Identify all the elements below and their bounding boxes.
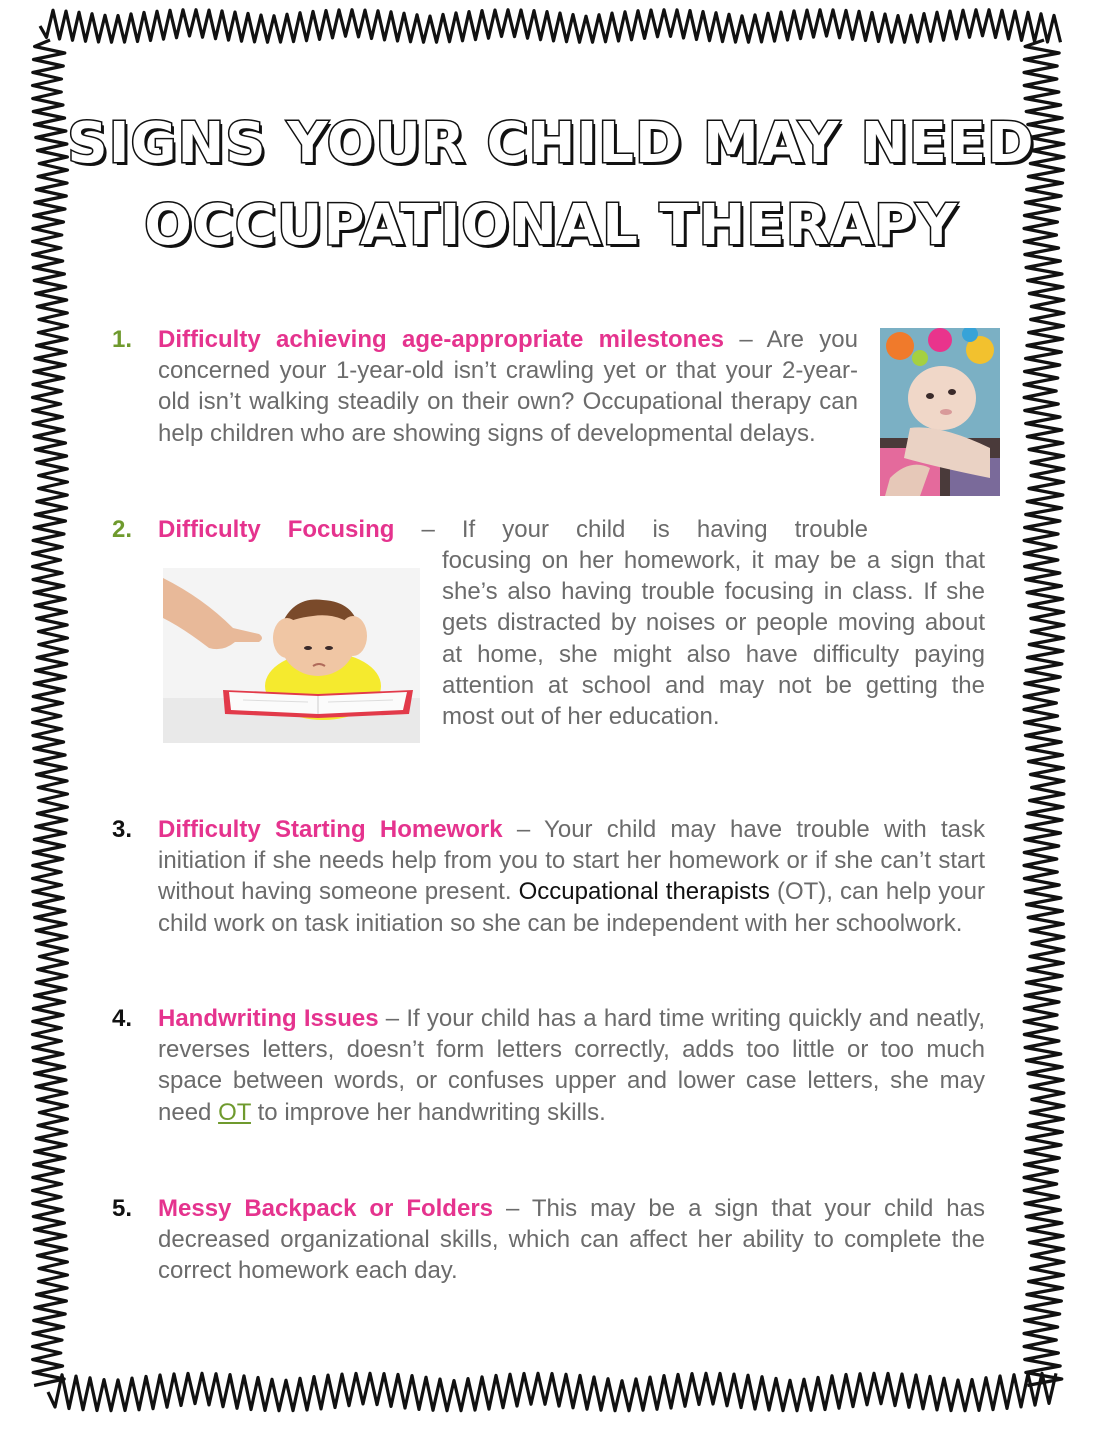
zigzag-border-top [40,10,1061,42]
item-4-body-a: – If your child has a hard time writing quickly and neatly, reverses letters, doesn’t form letters correctly, adds too little or too much space between words, or confuses upper and lower case letters, she may need [158,1005,985,1126]
frustrated-child-photo [163,568,420,743]
item-1-body: – Are you concerned your 1-year-old isn’t crawling yet or that your 2-year-old isn’t walking steadily on their own? Occupational therapy can help children who are showing signs of developmental delays. [158,326,858,447]
item-4-body-b: to improve her handwriting skills. [250,1098,606,1126]
page-title-line-2: OCCUPATIONAL THERAPY [144,193,958,258]
baby-photo [880,328,1000,496]
item-4-number: 4. [112,1005,133,1032]
item-2-body-rest: focusing on her homework, it may be a sign that she’s also having trouble focusing in class. If she gets distracted by noises or people moving about at home, she might also have difficulty paying attention at school and may not be getting the most out of her education. [442,547,985,731]
item-3-body-a: – Your child may have trouble with task initiation if she needs help from you to start her homework or if she can’t start without having someone present. [158,816,985,906]
zigzag-border-bottom [48,1373,1056,1410]
item-2-heading: Difficulty Focusing [158,516,395,543]
item-3-heading: Difficulty Starting Homework [158,816,503,843]
item-3-body-black: Occupational therapists [518,878,770,906]
page-title-line-1: SIGNS YOUR CHILD MAY NEED [67,111,1035,176]
item-1-number: 1. [112,326,133,353]
item-5-text [158,1193,985,1287]
item-2-body-first: – If your child is having trouble [394,516,869,543]
item-4-text [158,1003,985,1128]
item-1-text [158,324,858,449]
item-5-body: – This may be a sign that your child has decreased organizational skills, which can affect her ability to complete the correct homework each day. [158,1195,985,1285]
item-3-number: 3. [112,816,133,843]
item-3-body-b: (OT), can help your child work on task initiation so she can be independent with her schoolwork. [158,878,985,937]
item-3-text [158,814,985,939]
item-5-heading: Messy Backpack or Folders [158,1195,494,1222]
ot-link[interactable]: OT [218,1098,251,1126]
item-1-heading: Difficulty achieving age-appropriate milestones [158,326,725,353]
item-2-number: 2. [112,516,133,543]
item-4-heading: Handwriting Issues [158,1005,379,1032]
item-5-number: 5. [112,1195,133,1222]
item-2-first-line [158,514,868,545]
